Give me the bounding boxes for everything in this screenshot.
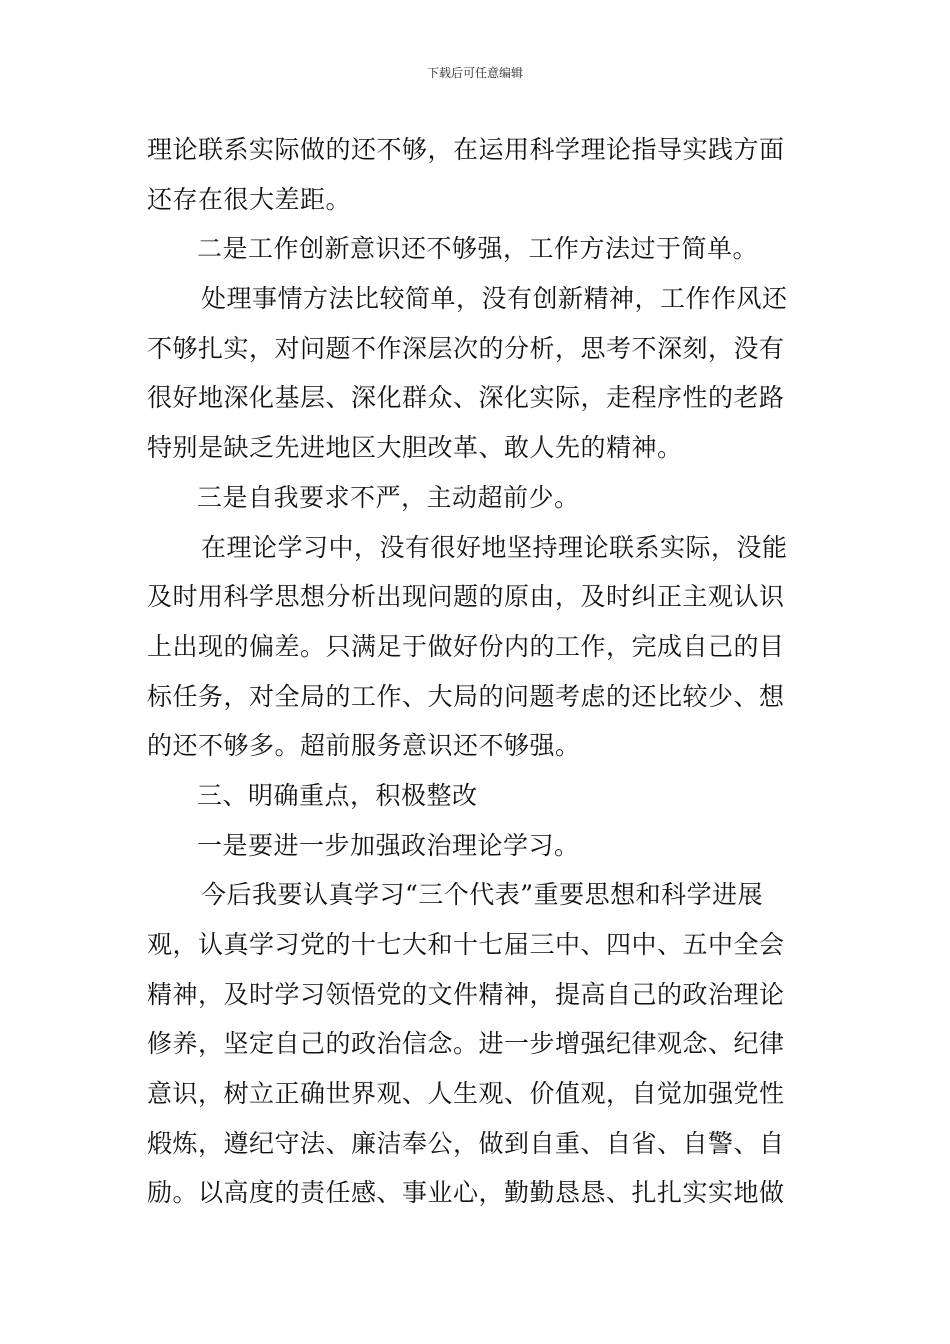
paragraph-line: 还存在很大差距。 <box>147 184 352 214</box>
document-body <box>147 125 807 1218</box>
paragraph-line: 及时用科学思想分析出现问题的原由，及时纠正主观认识 <box>147 582 785 612</box>
paragraph-line: 的还不够多。超前服务意识还不够强。 <box>147 731 581 761</box>
paragraph-line: 精神，及时学习领悟党的文件精神，提高自己的政治理论 <box>147 979 785 1009</box>
section-heading: 二是工作创新意识还不够强，工作方法过于简单。 <box>197 234 759 264</box>
paragraph-line: 今后我要认真学习“三个代表”重要思想和科学进展 <box>201 880 764 910</box>
paragraph-line: 在理论学习中，没有很好地坚持理论联系实际，没能 <box>201 532 788 562</box>
section-heading: 一是要进一步加强政治理论学习。 <box>197 830 580 860</box>
paragraph-line: 煅炼，遵纪守法、廉洁奉公，做到自重、自省、自警、自 <box>147 1128 785 1158</box>
paragraph-line: 上出现的偏差。只满足于做好份内的工作，完成自己的目 <box>147 631 785 661</box>
paragraph-line: 标任务，对全局的工作、大局的问题考虑的还比较少、想 <box>147 681 785 711</box>
paragraph-line: 励。以高度的责任感、事业心，勤勤恳恳、扎扎实实地做 <box>147 1178 785 1208</box>
paragraph-line: 修养，坚定自己的政治信念。进一步增强纪律观念、纪律 <box>147 1029 785 1059</box>
paragraph-line: 很好地深化基层、深化群众、深化实际，走程序性的老路 <box>147 383 785 413</box>
paragraph-line: 不够扎实，对问题不作深层次的分析，思考不深刻，没有 <box>147 333 785 363</box>
paragraph-line: 理论联系实际做的还不够，在运用科学理论指导实践方面 <box>147 135 785 164</box>
section-heading: 三是自我要求不严，主动超前少。 <box>197 482 580 512</box>
paragraph-line: 特别是缺乏先进地区大胆改革、敢人先的精神。 <box>147 433 683 463</box>
page-header-note: 下载后可任意编辑 <box>426 66 523 80</box>
paragraph-line: 处理事情方法比较简单，没有创新精神，工作作风还 <box>201 284 788 314</box>
paragraph-line: 意识，树立正确世界观、人生观、价值观，自觉加强党性 <box>147 1079 785 1109</box>
section-heading: 三、明确重点，积极整改 <box>197 780 478 810</box>
paragraph-line: 观，认真学习党的十七大和十七届三中、四中、五中全会 <box>147 930 785 959</box>
